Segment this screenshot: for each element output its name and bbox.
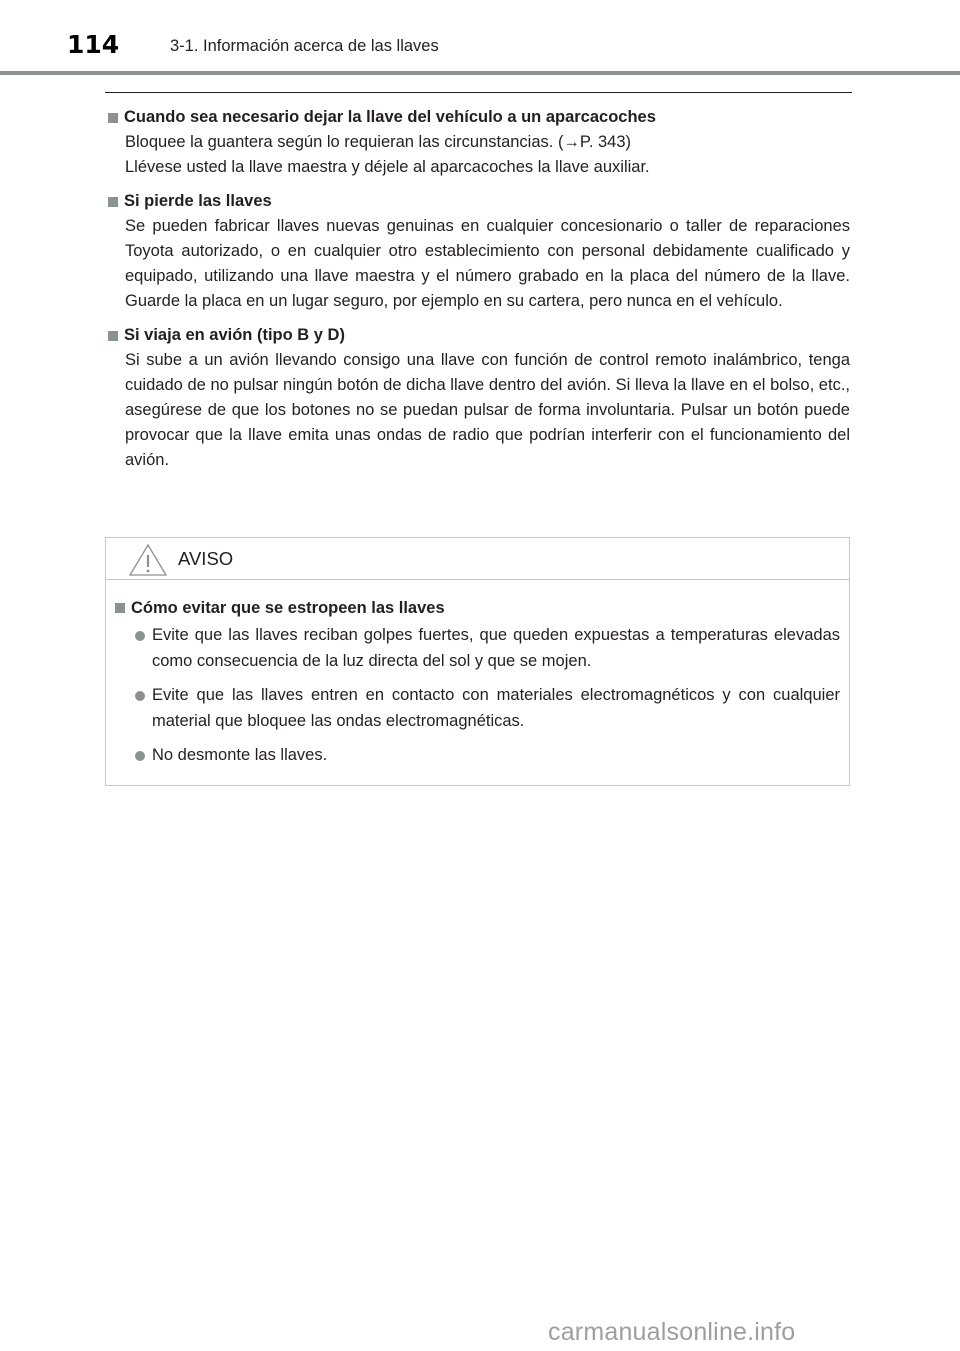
topic-heading-text: Si pierde las llaves: [124, 192, 272, 210]
paragraph: Si sube a un avión llevando consigo una llave con función de control remoto inalámbrico, tenga cuidado de no pulsar ningún botón de dicha llave dentro del avión. Si lleva la llave en el bolso, etc., asegúrese de que los botones no se puedan pulsar de forma involuntaria. Pulsar un botón puede provocar que la llave emita unas ondas de radio que podrían interferir con el funcionamiento del avión.: [125, 351, 850, 469]
notice-heading-text: Cómo evitar que se estropeen las llaves: [131, 599, 445, 617]
notice-bullet: [135, 743, 840, 769]
notice-body: [106, 580, 849, 769]
notice-bullet-text: No desmonte las llaves.: [152, 746, 328, 764]
paragraph: Llévese usted la llave maestra y déjele al aparcacoches la llave auxiliar.: [125, 158, 650, 176]
page-number: 114: [67, 30, 120, 59]
topic-heading: [105, 105, 850, 130]
topic-heading: [105, 189, 850, 214]
notice-bullet: [135, 623, 840, 674]
section-title: 3-1. Información acerca de las llaves: [170, 37, 439, 55]
main-content: [105, 105, 850, 482]
square-bullet-icon: [108, 331, 118, 341]
topic-heading-text: Cuando sea necesario dejar la llave del vehículo a un aparcacoches: [124, 108, 656, 126]
notice-bullet-text: Evite que las llaves reciban golpes fuertes, que queden expuestas a temperaturas elevadas como consecuencia de la luz directa del sol y que se mojen.: [152, 626, 840, 670]
notice-heading: [115, 596, 840, 620]
square-bullet-icon: [108, 197, 118, 207]
topic-heading-text: Si viaja en avión (tipo B y D): [124, 326, 345, 344]
notice-title: AVISO: [178, 548, 234, 569]
topic-body: [125, 214, 850, 314]
topic-airplane: [105, 323, 850, 473]
notice-bullet: [135, 683, 840, 734]
topic-body: [125, 130, 850, 180]
warning-triangle-icon: [128, 543, 168, 577]
notice-box: [105, 537, 850, 786]
paragraph: Se pueden fabricar llaves nuevas genuinas en cualquier concesionario o taller de reparaciones Toyota autorizado, o en cualquier otro establecimiento con personal debidamente cualificado y equipado, utilizando una llave maestra y el número grabado en la placa del número de la llave. Guarde la placa en un lugar seguro, por ejemplo en su cartera, pero nunca en el vehículo.: [125, 217, 850, 310]
topic-heading: [105, 323, 850, 348]
topic-body: [125, 348, 850, 473]
round-bullet-icon: [135, 691, 145, 701]
square-bullet-icon: [108, 113, 118, 123]
topic-lost-keys: [105, 189, 850, 314]
square-bullet-icon: [115, 603, 125, 613]
header-rule: [0, 71, 960, 75]
paragraph: Bloquee la guantera según lo requieran las circunstancias. (→P. 343): [125, 133, 632, 151]
topic-valet: [105, 105, 850, 180]
content-rule: [105, 92, 852, 93]
notice-bullet-text: Evite que las llaves entren en contacto con materiales electromagnéticos y con cualquier material que bloquee las ondas electromagnéticas.: [152, 686, 840, 730]
round-bullet-icon: [135, 751, 145, 761]
notice-header: [106, 538, 849, 580]
round-bullet-icon: [135, 631, 145, 641]
watermark: carmanualsonline.info: [548, 1318, 796, 1346]
